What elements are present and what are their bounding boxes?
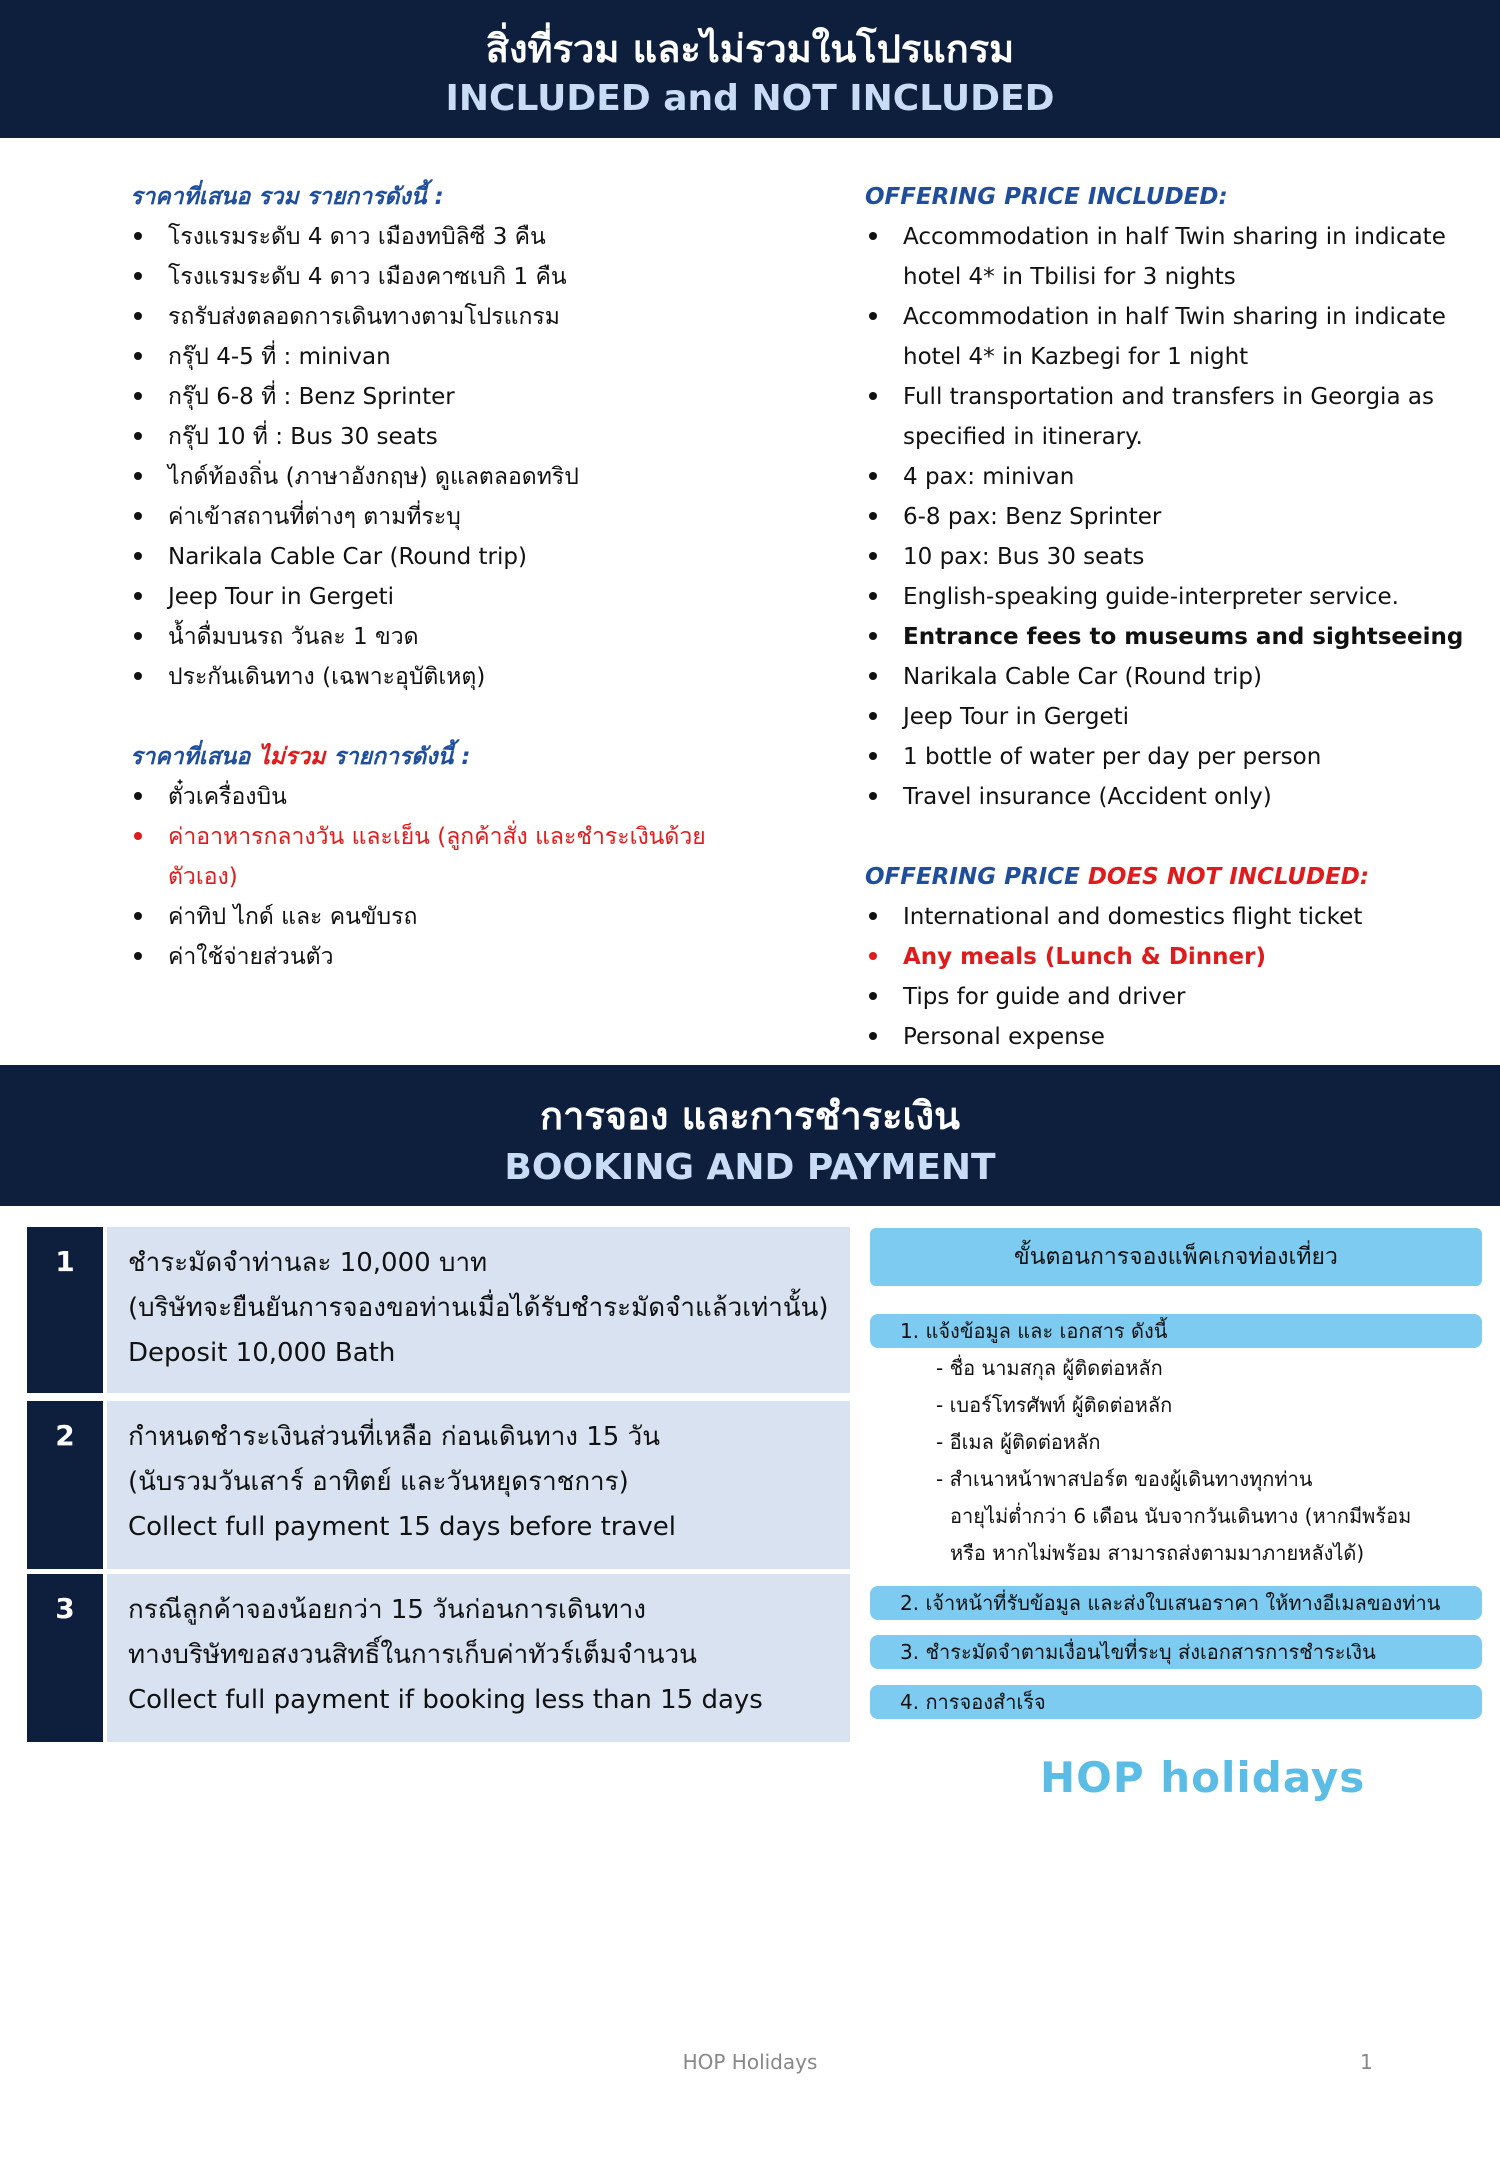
payment-step <box>27 1574 850 1742</box>
list-item: 6-8 pax: Benz Sprinter <box>865 497 1465 537</box>
thai-not-included-heading: ราคาที่เสนอ ไม่รวม รายการดังนี้ : <box>130 744 471 770</box>
list-item: Jeep Tour in Gergeti <box>130 577 720 617</box>
step-line: Collect full payment 15 days before travel <box>128 1512 677 1542</box>
substep: อายุไม่ต่ำกว่า 6 เดือน นับจากวันเดินทาง (หากมีพร้อม <box>950 1504 1412 1528</box>
step-number: 1 <box>27 1227 103 1393</box>
english-column <box>865 177 1465 1057</box>
page-number: 1 <box>1360 2050 1373 2074</box>
list-item: International and domestics flight ticket <box>865 897 1465 937</box>
banner-title-english: INCLUDED and NOT INCLUDED <box>445 78 1055 119</box>
booking-procedure-title: ขั้นตอนการจองแพ็คเกจท่องเที่ยว <box>870 1228 1482 1286</box>
list-item: English-speaking guide-interpreter service. <box>865 577 1465 617</box>
included-banner <box>0 0 1500 138</box>
list-item: Accommodation in half Twin sharing in indicate hotel 4* in Kazbegi for 1 night <box>865 297 1465 377</box>
list-item: ค่าอาหารกลางวัน และเย็น (ลูกค้าสั่ง และชำระเงินด้วยตัวเอง) <box>130 817 708 897</box>
english-included-heading: OFFERING PRICE INCLUDED: <box>865 184 1228 210</box>
thai-not-included-list <box>130 777 720 977</box>
list-item: ตั๋วเครื่องบิน <box>130 777 720 817</box>
step-line: กำหนดชำระเงินส่วนที่เหลือ ก่อนเดินทาง 15 วัน <box>128 1422 660 1452</box>
step-line: (บริษัทจะยืนยันการจองขอท่านเมื่อได้รับชำระมัดจำแล้วเท่านั้น) <box>128 1293 829 1323</box>
payment-step <box>27 1401 850 1569</box>
procedure-step-3: 3. ชำระมัดจำตามเงื่อนไขที่ระบุ ส่งเอกสารการชำระเงิน <box>870 1635 1482 1669</box>
list-item: โรงแรมระดับ 4 ดาว เมืองทบิลิซี 3 คืน <box>130 217 720 257</box>
list-item: ค่าใช้จ่ายส่วนตัว <box>130 937 720 977</box>
booking-banner <box>0 1065 1500 1206</box>
thai-included-heading: ราคาที่เสนอ รวม รายการดังนี้ : <box>130 184 444 210</box>
list-item: ค่าเข้าสถานที่ต่างๆ ตามที่ระบุ <box>130 497 720 537</box>
list-item: Entrance fees to museums and sightseeing <box>865 617 1465 657</box>
list-item: Tips for guide and driver <box>865 977 1465 1017</box>
list-item: 4 pax: minivan <box>865 457 1465 497</box>
banner-title-thai: สิ่งที่รวม และไม่รวมในโปรแกรม <box>485 27 1015 71</box>
list-item: Narikala Cable Car (Round trip) <box>130 537 720 577</box>
substep: - อีเมล ผู้ติดต่อหลัก <box>936 1430 1101 1454</box>
list-item: Personal expense <box>865 1017 1465 1057</box>
hop-holidays-logo: HOP holidays <box>1040 1753 1366 1802</box>
procedure-substeps <box>936 1350 1476 1572</box>
step-line: (นับรวมวันเสาร์ อาทิตย์ และวันหยุดราชการ) <box>128 1467 629 1497</box>
list-item: 1 bottle of water per day per person <box>865 737 1465 777</box>
banner-title-thai: การจอง และการชำระเงิน <box>539 1094 961 1138</box>
english-not-included-list <box>865 897 1465 1057</box>
step-line: Deposit 10,000 Bath <box>128 1338 396 1368</box>
step-line: Collect full payment if booking less than 15 days <box>128 1685 763 1715</box>
substep: - เบอร์โทรศัพท์ ผู้ติดต่อหลัก <box>936 1393 1173 1417</box>
banner-title-english: BOOKING AND PAYMENT <box>504 1147 996 1188</box>
procedure-step-4: 4. การจองสำเร็จ <box>870 1685 1482 1719</box>
thai-included-list <box>130 217 720 697</box>
step-line: ทางบริษัทขอสงวนสิทธิ์ในการเก็บค่าทัวร์เต็มจำนวน <box>128 1640 697 1670</box>
step-line: ชำระมัดจำท่านละ 10,000 บาท <box>128 1248 488 1278</box>
step-number: 3 <box>27 1574 103 1742</box>
list-item: Narikala Cable Car (Round trip) <box>865 657 1465 697</box>
payment-step <box>27 1227 850 1393</box>
list-item: Full transportation and transfers in Georgia as specified in itinerary. <box>865 377 1465 457</box>
step-line: กรณีลูกค้าจองน้อยกว่า 15 วันก่อนการเดินทาง <box>128 1595 647 1625</box>
list-item: รถรับส่งตลอดการเดินทางตามโปรแกรม <box>130 297 720 337</box>
list-item: Any meals (Lunch & Dinner) <box>865 937 1465 977</box>
thai-column <box>130 177 720 977</box>
list-item: ไกด์ท้องถิ่น (ภาษาอังกฤษ) ดูแลตลอดทริป <box>130 457 720 497</box>
list-item: ประกันเดินทาง (เฉพาะอุบัติเหตุ) <box>130 657 720 697</box>
list-item: 10 pax: Bus 30 seats <box>865 537 1465 577</box>
substep: - สำเนาหน้าพาสปอร์ต ของผู้เดินทางทุกท่าน <box>936 1467 1313 1491</box>
step-number: 2 <box>27 1401 103 1569</box>
step-body <box>107 1574 850 1742</box>
list-item: กรุ๊ป 4-5 ที่ : minivan <box>130 337 720 377</box>
list-item: Accommodation in half Twin sharing in indicate hotel 4* in Tbilisi for 3 nights <box>865 217 1465 297</box>
footer-company: HOP Holidays <box>682 2050 818 2074</box>
list-item: ค่าทิป ไกด์ และ คนขับรถ <box>130 897 720 937</box>
list-item: น้ำดื่มบนรถ วันละ 1 ขวด <box>130 617 720 657</box>
list-item: Travel insurance (Accident only) <box>865 777 1465 817</box>
substep: หรือ หากไม่พร้อม สามารถส่งตามมาภายหลังได้) <box>950 1541 1365 1565</box>
english-not-included-heading: OFFERING PRICE DOES NOT INCLUDED: <box>865 864 1370 890</box>
step-body <box>107 1401 850 1569</box>
substep: - ชื่อ นามสกุล ผู้ติดต่อหลัก <box>936 1356 1163 1380</box>
list-item: กรุ๊ป 6-8 ที่ : Benz Sprinter <box>130 377 720 417</box>
procedure-step-1: 1. แจ้งข้อมูล และ เอกสาร ดังนี้ <box>870 1314 1482 1348</box>
step-body <box>107 1227 850 1393</box>
list-item: โรงแรมระดับ 4 ดาว เมืองคาซเบกิ 1 คืน <box>130 257 720 297</box>
list-item: Jeep Tour in Gergeti <box>865 697 1465 737</box>
english-included-list <box>865 217 1465 817</box>
list-item: กรุ๊ป 10 ที่ : Bus 30 seats <box>130 417 720 457</box>
procedure-step-2: 2. เจ้าหน้าที่รับข้อมูล และส่งใบเสนอราคา ให้ทางอีเมลของท่าน <box>870 1586 1482 1620</box>
